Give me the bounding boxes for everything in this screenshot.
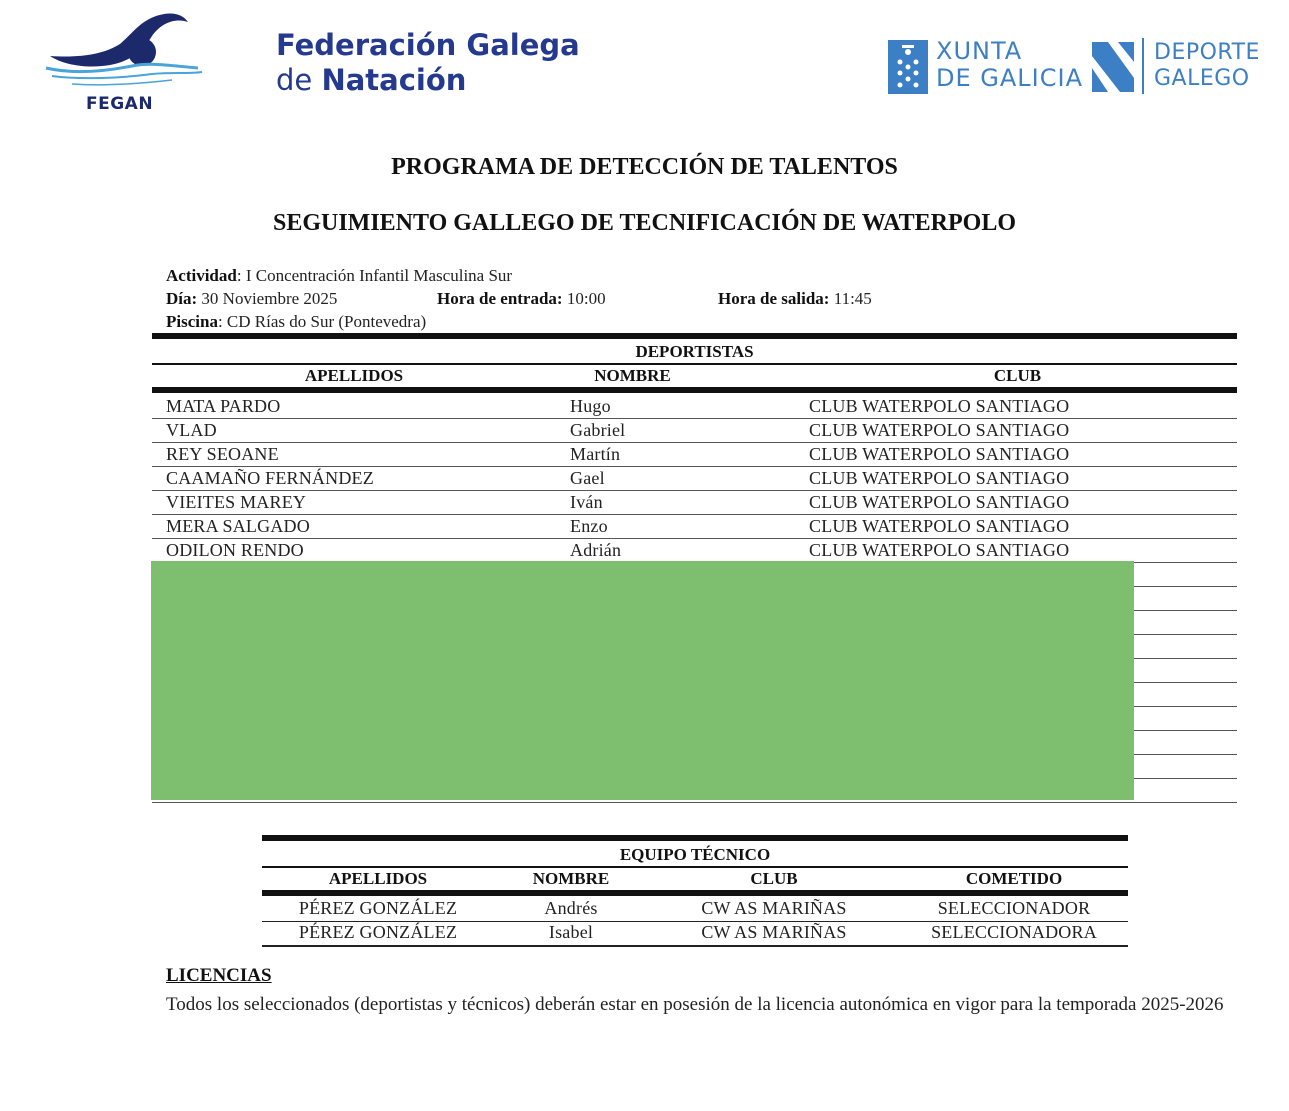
tec-cell-cometido: SELECCIONADOR	[937, 898, 1091, 918]
table-header-rule	[152, 387, 1237, 393]
cell-nombre: Martín	[570, 444, 621, 464]
row-divider	[152, 802, 1237, 803]
document-title: PROGRAMA DE DETECCIÓN DE TALENTOS	[391, 154, 898, 180]
row-divider	[152, 514, 1237, 515]
col-header-club: CLUB	[993, 366, 1042, 385]
table-top-rule	[152, 333, 1237, 339]
deportistas-title: DEPORTISTAS	[635, 342, 754, 361]
cell-apellidos: ODILON RENDO	[166, 540, 304, 560]
tec-cell-apellidos: PÉREZ GONZÁLEZ	[298, 922, 458, 942]
deporte-divider	[1142, 38, 1144, 94]
tec-header-rule	[262, 890, 1128, 896]
row-divider	[152, 418, 1237, 419]
cell-nombre: Hugo	[570, 396, 611, 416]
licencias-text: Todos los seleccionados (deportistas y técnicos) deberán estar en posesión de la licencia autonómica en vigor para la temporada 2025-2026	[166, 994, 1224, 1015]
xunta-de-galicia-label: XUNTA DE GALICIA	[936, 37, 1083, 92]
cell-club: CLUB WATERPOLO SANTIAGO	[809, 540, 1070, 560]
cell-club: CLUB WATERPOLO SANTIAGO	[809, 516, 1070, 536]
tec-cell-apellidos: PÉREZ GONZÁLEZ	[298, 898, 458, 918]
cell-club: CLUB WATERPOLO SANTIAGO	[809, 444, 1070, 464]
cell-club: CLUB WATERPOLO SANTIAGO	[809, 492, 1070, 512]
tec-top-rule	[262, 835, 1128, 841]
redacted-block	[151, 561, 1134, 800]
federation-name	[276, 28, 580, 98]
cell-club: CLUB WATERPOLO SANTIAGO	[809, 396, 1070, 416]
cell-apellidos: MATA PARDO	[166, 396, 281, 416]
deporte-galego-label: DEPORTE GALEGO	[1154, 40, 1260, 91]
tec-header-nombre: NOMBRE	[532, 869, 610, 888]
tec-cell-nombre: Isabel	[548, 922, 594, 942]
cell-apellidos: REY SEOANE	[166, 444, 279, 464]
tec-cell-club: CW AS MARIÑAS	[701, 898, 847, 918]
cell-nombre: Enzo	[570, 516, 608, 536]
federation-line-2: de Natación	[276, 63, 467, 97]
tec-title-rule	[262, 866, 1128, 868]
licencias-heading: LICENCIAS	[166, 965, 272, 986]
cell-apellidos: MERA SALGADO	[166, 516, 310, 536]
tec-row-divider	[262, 945, 1128, 947]
dia-line: Día: 30 Noviembre 2025	[166, 289, 338, 308]
cell-nombre: Iván	[570, 492, 603, 512]
cell-apellidos: VIEITES MAREY	[166, 492, 307, 512]
row-divider	[152, 538, 1237, 539]
equipo-tecnico-title: EQUIPO TÉCNICO	[619, 845, 771, 864]
deporte-galego-mark-icon	[1090, 38, 1136, 94]
xunta-emblem-icon	[888, 40, 928, 94]
col-header-apellidos: APELLIDOS	[304, 366, 404, 385]
tec-cell-nombre: Andrés	[544, 898, 598, 918]
cell-club: CLUB WATERPOLO SANTIAGO	[809, 468, 1070, 488]
row-divider	[152, 466, 1237, 467]
cell-apellidos: CAAMAÑO FERNÁNDEZ	[166, 468, 374, 488]
tec-header-apellidos: APELLIDOS	[328, 869, 428, 888]
row-divider	[152, 442, 1237, 443]
tec-cell-cometido: SELECCIONADORA	[931, 922, 1097, 942]
cell-club: CLUB WATERPOLO SANTIAGO	[809, 420, 1070, 440]
row-divider	[152, 490, 1237, 491]
table-title-rule	[152, 363, 1237, 365]
cell-apellidos: VLAD	[166, 420, 217, 440]
fegan-abbreviation: FEGAN	[86, 94, 154, 114]
tec-header-cometido: COMETIDO	[965, 869, 1063, 888]
cell-nombre: Gael	[570, 468, 605, 488]
piscina-line: Piscina: CD Rías do Sur (Pontevedra)	[166, 312, 427, 331]
tec-header-club: CLUB	[750, 869, 798, 888]
hora-entrada-line: Hora de entrada: 10:00	[437, 289, 606, 308]
federation-line-1: Federación Galega	[276, 28, 580, 62]
hora-salida-line: Hora de salida: 11:45	[718, 289, 872, 308]
tec-cell-club: CW AS MARIÑAS	[701, 922, 847, 942]
actividad-line: Actividad: I Concentración Infantil Masculina Sur	[166, 266, 513, 285]
document-subtitle: SEGUIMIENTO GALLEGO DE TECNIFICACIÓN DE WATERPOLO	[272, 210, 1017, 236]
cell-nombre: Adrián	[570, 540, 622, 560]
cell-nombre: Gabriel	[570, 420, 626, 440]
col-header-nombre: NOMBRE	[594, 366, 671, 385]
